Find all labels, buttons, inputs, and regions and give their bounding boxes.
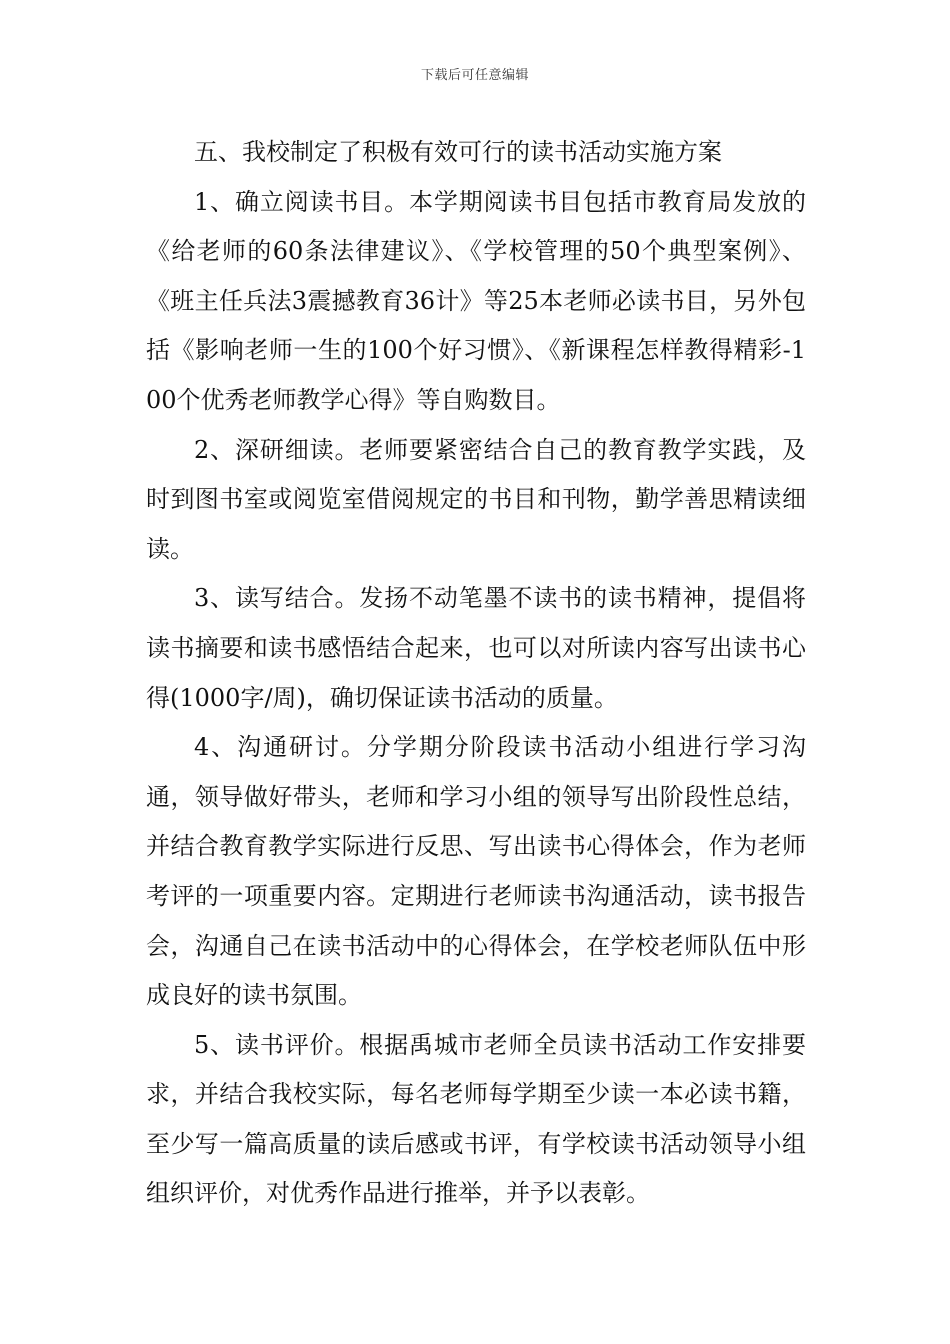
paragraph-read-write: 3、读写结合。发扬不动笔墨不读书的读书精神，提倡将读书摘要和读书感悟结合起来，也可以对所读内容写出读书心得(1000字/周)，确切保证读书活动的质量。: [146, 584, 806, 712]
paragraph-discussion: 4、沟通研讨。分学期分阶段读书活动小组进行学习沟通，领导做好带头，老师和学习小组的领导写出阶段性总结，并结合教育教学实际进行反思、写出读书心得体会，作为老师考评的一项重要内容。定期进行老师读书沟通活动，读书报告会，沟通自己在读书活动中的心得体会，在学校老师队伍中形成良好的读书氛围。: [146, 733, 806, 1010]
paragraph-reading-list: 1、确立阅读书目。本学期阅读书目包括市教育局发放的《给老师的60条法律建议》、《学校管理的50个典型案例》、《班主任兵法3震撼教育36计》等25本老师必读书目，另外包括《影响老师一生的100个好习惯》、《新课程怎样教得精彩-100个优秀老师教学心得》等自购数目。: [146, 187, 806, 414]
section-heading: 五、我校制定了积极有效可行的读书活动实施方案: [194, 138, 722, 166]
document-body: [146, 128, 806, 1219]
paragraph-evaluation: 5、读书评价。根据禹城市老师全员读书活动工作安排要求，并结合我校实际，每名老师每学期至少读一本必读书籍，至少写一篇高质量的读后感或书评，有学校读书活动领导小组组织评价，对优秀作品进行推举，并予以表彰。: [146, 1030, 806, 1208]
page-header-note: 下载后可任意编辑: [420, 68, 529, 83]
paragraph-deep-reading: 2、深研细读。老师要紧密结合自己的教育教学实践，及时到图书室或阅览室借阅规定的书目和刊物，勤学善思精读细读。: [146, 435, 806, 563]
